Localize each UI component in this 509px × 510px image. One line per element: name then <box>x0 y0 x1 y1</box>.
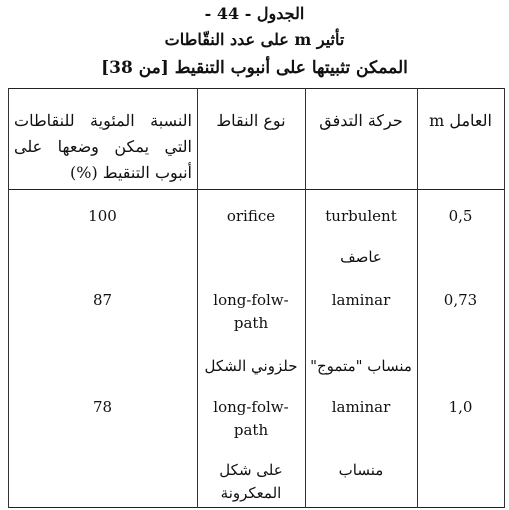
row2-type-ar: حلزوني الشكل <box>204 357 298 375</box>
row1-m-value: 0,5 <box>448 207 473 225</box>
table-top-border <box>8 88 504 89</box>
row1-flow-ar: عاصف <box>340 248 382 266</box>
table-bottom-border <box>8 507 504 508</box>
row3-flow-en: laminar <box>331 398 391 416</box>
row3-type-en-line1: long-folw- <box>213 398 289 416</box>
row2-flow-en: laminar <box>331 291 391 309</box>
row3-type-ar-line1: على شكل <box>219 461 283 479</box>
table-title-number: الجدول - 44 - <box>204 4 305 23</box>
row3-type-ar-line2: المعكرونة <box>220 484 282 502</box>
header-m-factor: العامل m <box>429 111 492 130</box>
row1-type-en: orifice <box>226 207 276 225</box>
row2-m-value: 0,73 <box>443 291 478 309</box>
column-divider <box>504 88 505 508</box>
row3-type-en-line2: path <box>233 421 269 439</box>
table-subtitle: الممكن تثبيتها على أنبوب التنقيط [من 38] <box>101 58 408 78</box>
row3-percentage: 78 <box>92 398 113 416</box>
row1-percentage: 100 <box>88 207 117 225</box>
row3-flow-ar: منساب <box>338 461 384 479</box>
header-dripper-type: نوع النقاط <box>216 111 286 130</box>
row3-m-value: 1,0 <box>448 398 473 416</box>
header-flow: حركة التدفق <box>319 111 403 130</box>
row2-percentage: 87 <box>92 291 113 309</box>
row2-type-en-line1: long-folw- <box>213 291 289 309</box>
table-header-divider <box>8 189 504 190</box>
header-percentage: النسبة المئوية للنقاطات التي يمكن وضعها على أنبوب التنقيط (%) <box>14 111 192 182</box>
row2-flow-ar: منساب "متموج" <box>310 357 412 375</box>
table-title: تأثير m على عدد النقّاطات <box>164 30 345 49</box>
row1-flow-en: turbulent <box>325 207 397 225</box>
row2-type-en-line2: path <box>233 314 269 332</box>
